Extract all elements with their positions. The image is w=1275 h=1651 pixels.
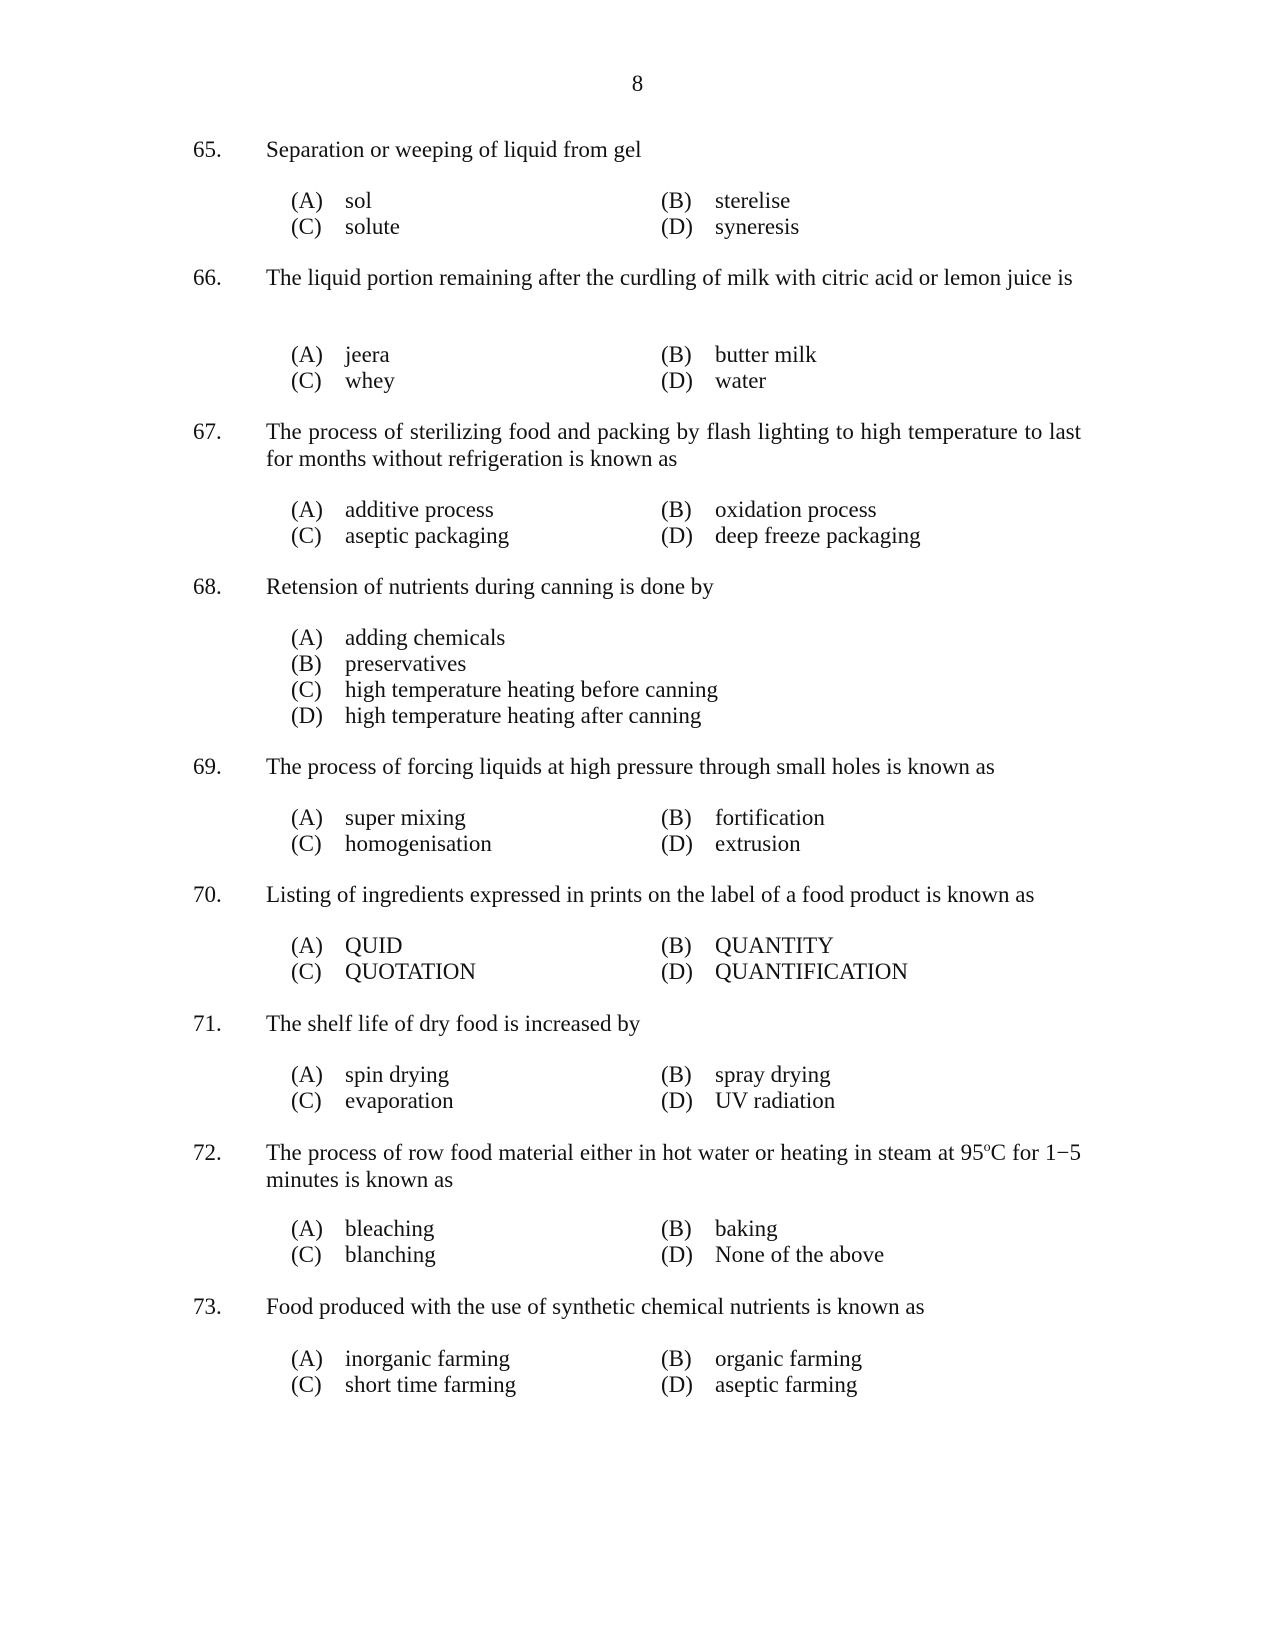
- option-label: (D): [661, 959, 693, 984]
- option-label: (A): [291, 1216, 323, 1241]
- option-text: evaporation: [345, 1088, 454, 1113]
- option-text: extrusion: [715, 831, 801, 856]
- option-label: (B): [661, 805, 692, 830]
- option-text: blanching: [345, 1242, 436, 1267]
- option-text: syneresis: [715, 214, 800, 239]
- page-number: 8: [631, 71, 644, 96]
- option-text: short time farming: [345, 1372, 517, 1397]
- option-label: (B): [661, 497, 692, 522]
- question-number: 71.: [193, 1011, 222, 1036]
- option-label: (B): [661, 1216, 692, 1241]
- option-text: aseptic farming: [715, 1372, 858, 1397]
- option-label: (A): [291, 805, 323, 830]
- option-label: (D): [661, 1088, 693, 1113]
- option-label: (B): [291, 651, 322, 676]
- option-label: (C): [291, 368, 322, 393]
- option-text: high temperature heating after canning: [345, 703, 702, 728]
- option-text: butter milk: [715, 342, 817, 367]
- option-label: (C): [291, 677, 322, 702]
- option-text: QUID: [345, 933, 403, 958]
- option-label: (A): [291, 497, 323, 522]
- question-number: 66.: [193, 265, 222, 290]
- option-label: (C): [291, 523, 322, 548]
- question-number: 72.: [193, 1140, 222, 1165]
- question-text: Food produced with the use of synthetic chemical nutrients is known as: [266, 1294, 925, 1319]
- question-text: The shelf life of dry food is increased by: [266, 1011, 641, 1036]
- option-text: jeera: [345, 342, 390, 367]
- option-text: super mixing: [345, 805, 466, 830]
- question-text: The process of sterilizing food and packing by flash lighting to high temperature to last for months without refrigeration is known as: [266, 419, 1081, 471]
- option-text: None of the above: [715, 1242, 885, 1267]
- option-text: oxidation process: [715, 497, 877, 522]
- option-label: (C): [291, 831, 322, 856]
- option-text: water: [715, 368, 767, 393]
- option-text: QUOTATION: [345, 959, 477, 984]
- option-text: spin drying: [345, 1062, 450, 1087]
- option-label: (B): [661, 1062, 692, 1087]
- option-label: (A): [291, 342, 323, 367]
- option-label: (B): [661, 1346, 692, 1371]
- option-label: (C): [291, 959, 322, 984]
- option-text: sterelise: [715, 188, 791, 213]
- option-label: (A): [291, 1346, 323, 1371]
- option-text: QUANTIFICATION: [715, 959, 908, 984]
- question-text-part1: The process of row food material either in hot water or heating in steam at 95: [266, 1140, 984, 1165]
- option-text: UV radiation: [715, 1088, 836, 1113]
- option-text: organic farming: [715, 1346, 863, 1371]
- question-number: 67.: [193, 419, 222, 444]
- option-text: preservatives: [345, 651, 467, 676]
- option-label: (C): [291, 214, 322, 239]
- option-text: additive process: [345, 497, 494, 522]
- option-label: (C): [291, 1088, 322, 1113]
- degree-superscript: o: [983, 1140, 991, 1155]
- question-number: 65.: [193, 137, 222, 162]
- question-text-part2: C for 1−5 minutes is known as: [266, 1140, 1081, 1192]
- option-text: fortification: [715, 805, 825, 830]
- option-label: (B): [661, 188, 692, 213]
- option-label: (D): [291, 703, 323, 728]
- question-number: 73.: [193, 1294, 222, 1319]
- option-text: aseptic packaging: [345, 523, 510, 548]
- option-label: (A): [291, 1062, 323, 1087]
- option-text: bleaching: [345, 1216, 435, 1241]
- question-text: The liquid portion remaining after the curdling of milk with citric acid or lemon juice is: [266, 265, 1073, 290]
- option-label: (D): [661, 1372, 693, 1397]
- option-text: solute: [345, 214, 400, 239]
- option-text: inorganic farming: [345, 1346, 510, 1371]
- option-text: deep freeze packaging: [715, 523, 921, 548]
- option-label: (D): [661, 214, 693, 239]
- question-number: 68.: [193, 574, 222, 599]
- option-label: (B): [661, 933, 692, 958]
- option-text: QUANTITY: [715, 933, 834, 958]
- question-number: 70.: [193, 882, 222, 907]
- question-number: 69.: [193, 754, 222, 779]
- question-text: [266, 1139, 1081, 1193]
- option-text: sol: [345, 188, 372, 213]
- option-text: spray drying: [715, 1062, 831, 1087]
- question-text: Separation or weeping of liquid from gel: [266, 137, 642, 162]
- question-text: Retension of nutrients during canning is done by: [266, 574, 714, 599]
- option-text: baking: [715, 1216, 778, 1241]
- option-text: high temperature heating before canning: [345, 677, 718, 702]
- option-label: (D): [661, 831, 693, 856]
- option-label: (B): [661, 342, 692, 367]
- option-label: (D): [661, 368, 693, 393]
- option-label: (D): [661, 523, 693, 548]
- option-label: (D): [661, 1242, 693, 1267]
- option-text: whey: [345, 368, 395, 393]
- option-label: (A): [291, 933, 323, 958]
- option-label: (A): [291, 188, 323, 213]
- option-text: adding chemicals: [345, 625, 506, 650]
- option-text: homogenisation: [345, 831, 492, 856]
- option-label: (C): [291, 1372, 322, 1397]
- option-label: (C): [291, 1242, 322, 1267]
- question-text: Listing of ingredients expressed in prints on the label of a food product is known as: [266, 882, 1035, 907]
- option-label: (A): [291, 625, 323, 650]
- question-text: The process of forcing liquids at high pressure through small holes is known as: [266, 754, 995, 779]
